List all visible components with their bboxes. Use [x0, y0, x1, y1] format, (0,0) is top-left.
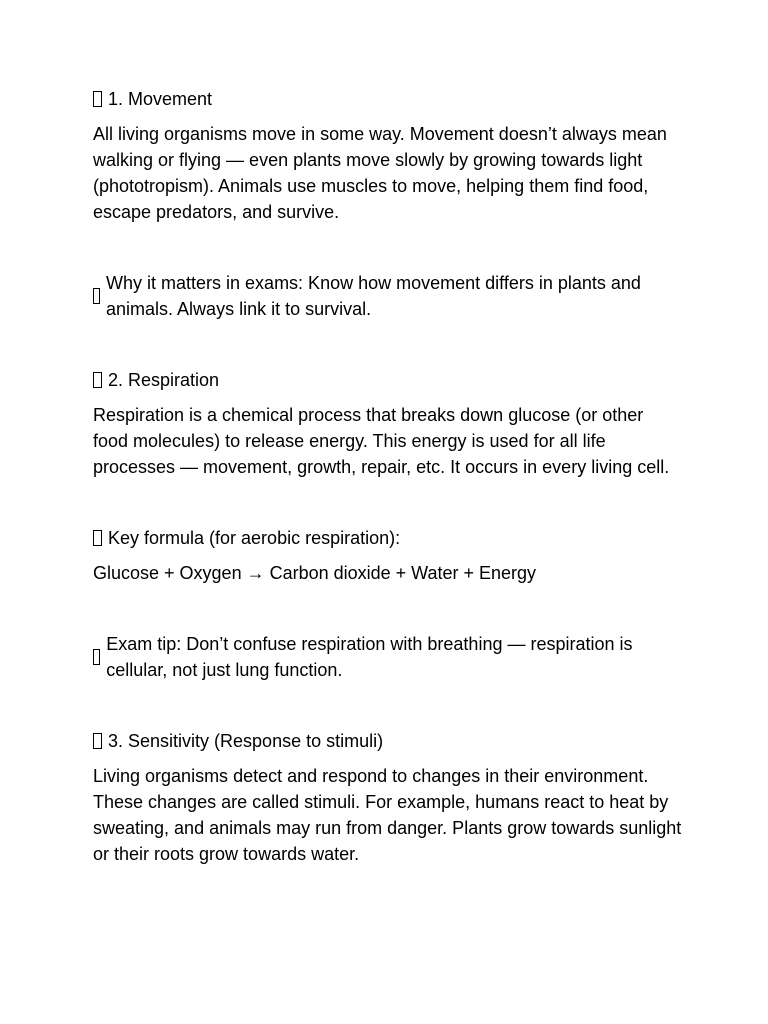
missing-glyph-icon: [93, 372, 102, 388]
movement-exam-note: [93, 270, 683, 322]
respiration-exam-tip-text: Exam tip: Don’t confuse respiration with breathing — respiration is cellular, not just lung function.: [106, 634, 633, 680]
formula-text: Glucose + Oxygen → Carbon dioxide + Water + Energy: [93, 563, 537, 583]
sensitivity-heading: [93, 728, 683, 754]
formula-heading: [93, 525, 683, 551]
respiration-heading-text: 2. Respiration: [108, 370, 220, 390]
missing-glyph-icon: [93, 288, 100, 304]
movement-exam-note-text: Why it matters in exams: Know how movement differs in plants and animals. Always link it to survival.: [106, 273, 641, 319]
missing-glyph-icon: [93, 530, 102, 546]
sensitivity-heading-text: 3. Sensitivity (Response to stimuli): [108, 731, 384, 751]
respiration-heading: [93, 367, 683, 393]
document-page: [93, 86, 683, 867]
respiration-paragraph: Respiration is a chemical process that breaks down glucose (or other food molecules) to release energy. This energy is used for all life processes — movement, growth, repair, etc. It occurs in every living cell.: [93, 405, 670, 477]
respiration-exam-tip: [93, 631, 683, 683]
missing-glyph-icon: [93, 733, 102, 749]
missing-glyph-icon: [93, 91, 102, 107]
movement-heading-text: 1. Movement: [108, 89, 213, 109]
movement-heading: [93, 86, 683, 112]
formula-heading-text: Key formula (for aerobic respiration):: [108, 528, 401, 548]
missing-glyph-icon: [93, 649, 100, 665]
sensitivity-paragraph: Living organisms detect and respond to changes in their environment. These changes are called stimuli. For example, humans react to heat by sweating, and animals may run from danger. Plants grow towards sunlight or their roots grow towards water.: [93, 766, 682, 864]
movement-paragraph: All living organisms move in some way. Movement doesn’t always mean walking or flying — even plants move slowly by growing towards light (phototropism). Animals use muscles to move, helping them find food, escape predators, and survive.: [93, 124, 667, 222]
